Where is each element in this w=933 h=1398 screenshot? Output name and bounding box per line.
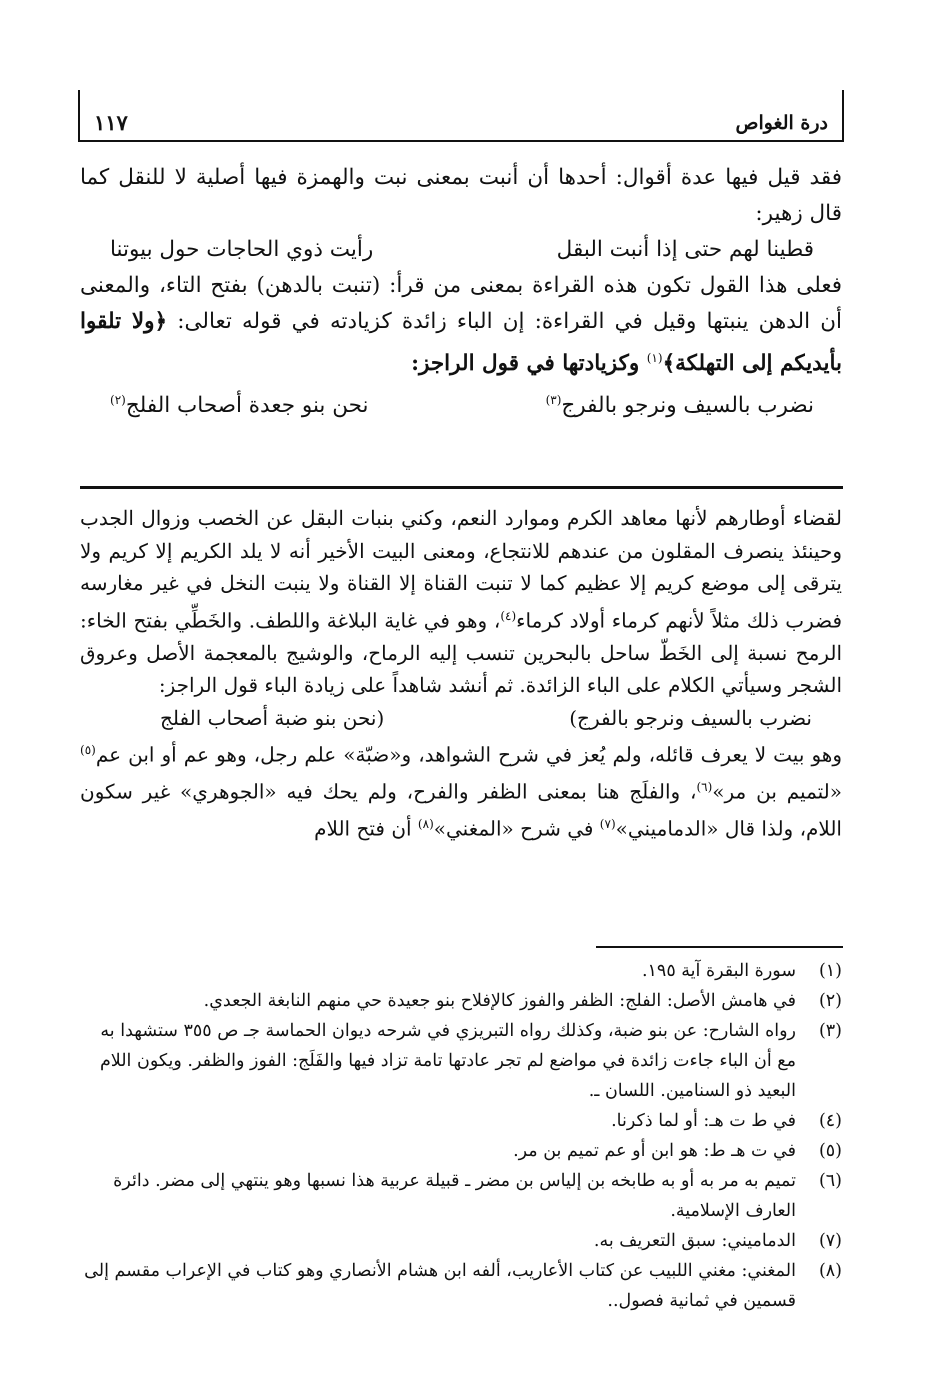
footnote bbox=[80, 986, 842, 1016]
page-number: ١١٧ bbox=[94, 110, 128, 135]
verse-rajaz bbox=[80, 382, 842, 424]
footnote-ref: (٢) bbox=[110, 393, 126, 408]
footnote-text: الدماميني: سبق التعريف به. bbox=[593, 1231, 796, 1251]
commentary-verse bbox=[80, 702, 842, 735]
footnote bbox=[80, 1136, 842, 1166]
verse-first-hemistich: (نحن بنو ضبة أصحاب الفلج bbox=[160, 705, 385, 730]
footnote bbox=[80, 1106, 842, 1136]
verse-zuhair bbox=[80, 232, 842, 268]
footnote-ref: (١) bbox=[646, 351, 663, 365]
footnote-text: في ت هـ ط: هو ابن أو عم تميم بن مر. bbox=[513, 1141, 796, 1161]
footnote-number: (١) bbox=[818, 961, 842, 981]
footnote-text: في هامش الأصل: الفلج: الظفر والفوز كالإفلاح بنو جعيدة حي منهم النابغة الجعدي. bbox=[203, 991, 796, 1011]
footnote-number: (٨) bbox=[818, 1261, 842, 1281]
main-paragraph-1: فقد قيل فيها عدة أقوال: أحدها أن أنبت بمعنى نبت والهمزة فيها أصلية لا للنقل كما قال زهير: bbox=[80, 165, 842, 226]
footnotes bbox=[80, 956, 842, 1316]
footnote bbox=[80, 1166, 842, 1226]
footnote-divider bbox=[596, 946, 843, 948]
footnote-ref: (٥) bbox=[80, 743, 96, 758]
page-header bbox=[78, 90, 844, 142]
main-text bbox=[80, 160, 842, 424]
verse-second-hemistich: نضرب بالسيف ونرجو بالفرج) bbox=[569, 705, 812, 730]
footnote bbox=[80, 956, 842, 986]
footnote-number: (٧) bbox=[818, 1231, 842, 1251]
main-paragraph-2: فعلى هذا القول تكون هذه القراءة بمعنى من قرأ: (تنبت بالدهن) بفتح التاء، والمعنى أن الدهن ينبتها وقيل في القراءة: إن الباء زائدة كزيادته في قوله تعالى: ﴿ولا تلقوا بأيديكم إلى التهلكة﴾$^{(١)}$ وكزيادتها في قول الراجز: bbox=[80, 273, 842, 377]
footnote-ref: (٤) bbox=[500, 608, 517, 623]
commentary bbox=[80, 502, 842, 846]
commentary-paragraph-2: وهو بيت لا يعرف قائله، ولم يُعز في شرح الشواهد، و«ضبّة» علم رجل، وهو عم أو ابن عم$^{(٥)}$ «لتميم بن مر»$^{(٦)}$، والفلَج هنا بمعنى الظفر والفرح، ولم يحك فيه «الجوهري» غير سكون اللام، ولذا قال «الدماميني»$^{(٧)}$ في شرح «المغني»$^{(٨)}$ أن فتح اللام bbox=[80, 742, 842, 842]
footnote-ref: (٦) bbox=[696, 780, 713, 795]
commentary-paragraph-1: لقضاء أوطارهم لأنها معاهد الكرم وموارد النعم، وكني بنبات البقل عن الخصب وزوال الجدب وحينئذ ينصرف المقلون من عندهم للانتجاع، ومعنى البيت الأخير أنه لا يلد الكريم إلا كريم ولا يترقى إلى موضع كريم إلا عظيم كما لا تنبت القناة إلا القناة ولا ينبت النخل في غير مغارسه فضرب ذلك مثلاً لأنهم كرماء أولاد كرماء$^{(٤)}$، وهو في غاية البلاغة واللطف. والخَطِّي بفتح الخاء: الرمح نسبة إلى الخَطّ ساحل بالبحرين تنسب إليه الرماح، والوشيج بالمعجمة الأصل وعروق الشجر وسيأتي الكلام على الباء الزائدة. ثم أنشد شاهداً على زيادة الباء قول الراجز: bbox=[80, 506, 843, 698]
footnote-text: سورة البقرة آية ١٩٥. bbox=[641, 961, 796, 981]
footnote-number: (٢) bbox=[818, 991, 842, 1011]
footnote-text: رواه الشارح: عن بنو ضبة، وكذلك رواه التبريزي في شرحه ديوان الحماسة جـ ص ٣٥٥ ستشهدا به مع أن الباء جاءت زائدة في مواضع لم تجر عادتها تامة تزاد فيها والفَلَج: الفوز والظفر. ويكون اللام البعيد ذو السنامين. اللسان ـ. bbox=[99, 1021, 796, 1101]
footnote-text: المغني: مغني اللبيب عن كتاب الأعاريب، ألفه ابن هشام الأنصاري وهو كتاب في الإعراب مقسم إلى قسمين في ثمانية فصول.. bbox=[84, 1261, 796, 1311]
footnote bbox=[80, 1256, 842, 1316]
verse-second-hemistich: قطينا لهم حتى إذا أنبت البقل bbox=[556, 237, 814, 262]
footnote-text: تميم به مر به أو به طابخه بن إلياس بن مضر ـ قبيلة عربية هذا نسبها وهو ينتهي إلى مضر. دائرة العارف الإسلامية. bbox=[113, 1171, 796, 1221]
footnote-number: (٣) bbox=[818, 1021, 842, 1041]
section-divider bbox=[80, 486, 843, 489]
book-title: درة الغواص bbox=[735, 112, 828, 134]
footnote-ref: (٧) bbox=[599, 817, 616, 832]
verse-first-hemistich: رأيت ذوي الحاجات حول بيوتنا bbox=[110, 237, 374, 262]
quran-quote: ﴿ولا تلقوا بأيديكم إلى التهلكة﴾ bbox=[80, 309, 842, 377]
footnote-number: (٥) bbox=[818, 1141, 842, 1161]
footnote-text: في ط ت هـ: أو لما ذكرنا. bbox=[611, 1111, 796, 1131]
footnote-number: (٦) bbox=[818, 1171, 842, 1191]
footnote bbox=[80, 1016, 842, 1106]
footnote bbox=[80, 1226, 842, 1256]
verse-first-hemistich: نحن بنو جعدة أصحاب الفلج$^{(٢)}$ bbox=[110, 393, 369, 419]
footnote-ref: (٣) bbox=[545, 393, 562, 408]
footnote-ref: (٨) bbox=[417, 817, 434, 832]
footnote-number: (٤) bbox=[818, 1111, 842, 1131]
verse-second-hemistich: نضرب بالسيف ونرجو بالفرج$^{(٣)}$ bbox=[545, 393, 814, 419]
